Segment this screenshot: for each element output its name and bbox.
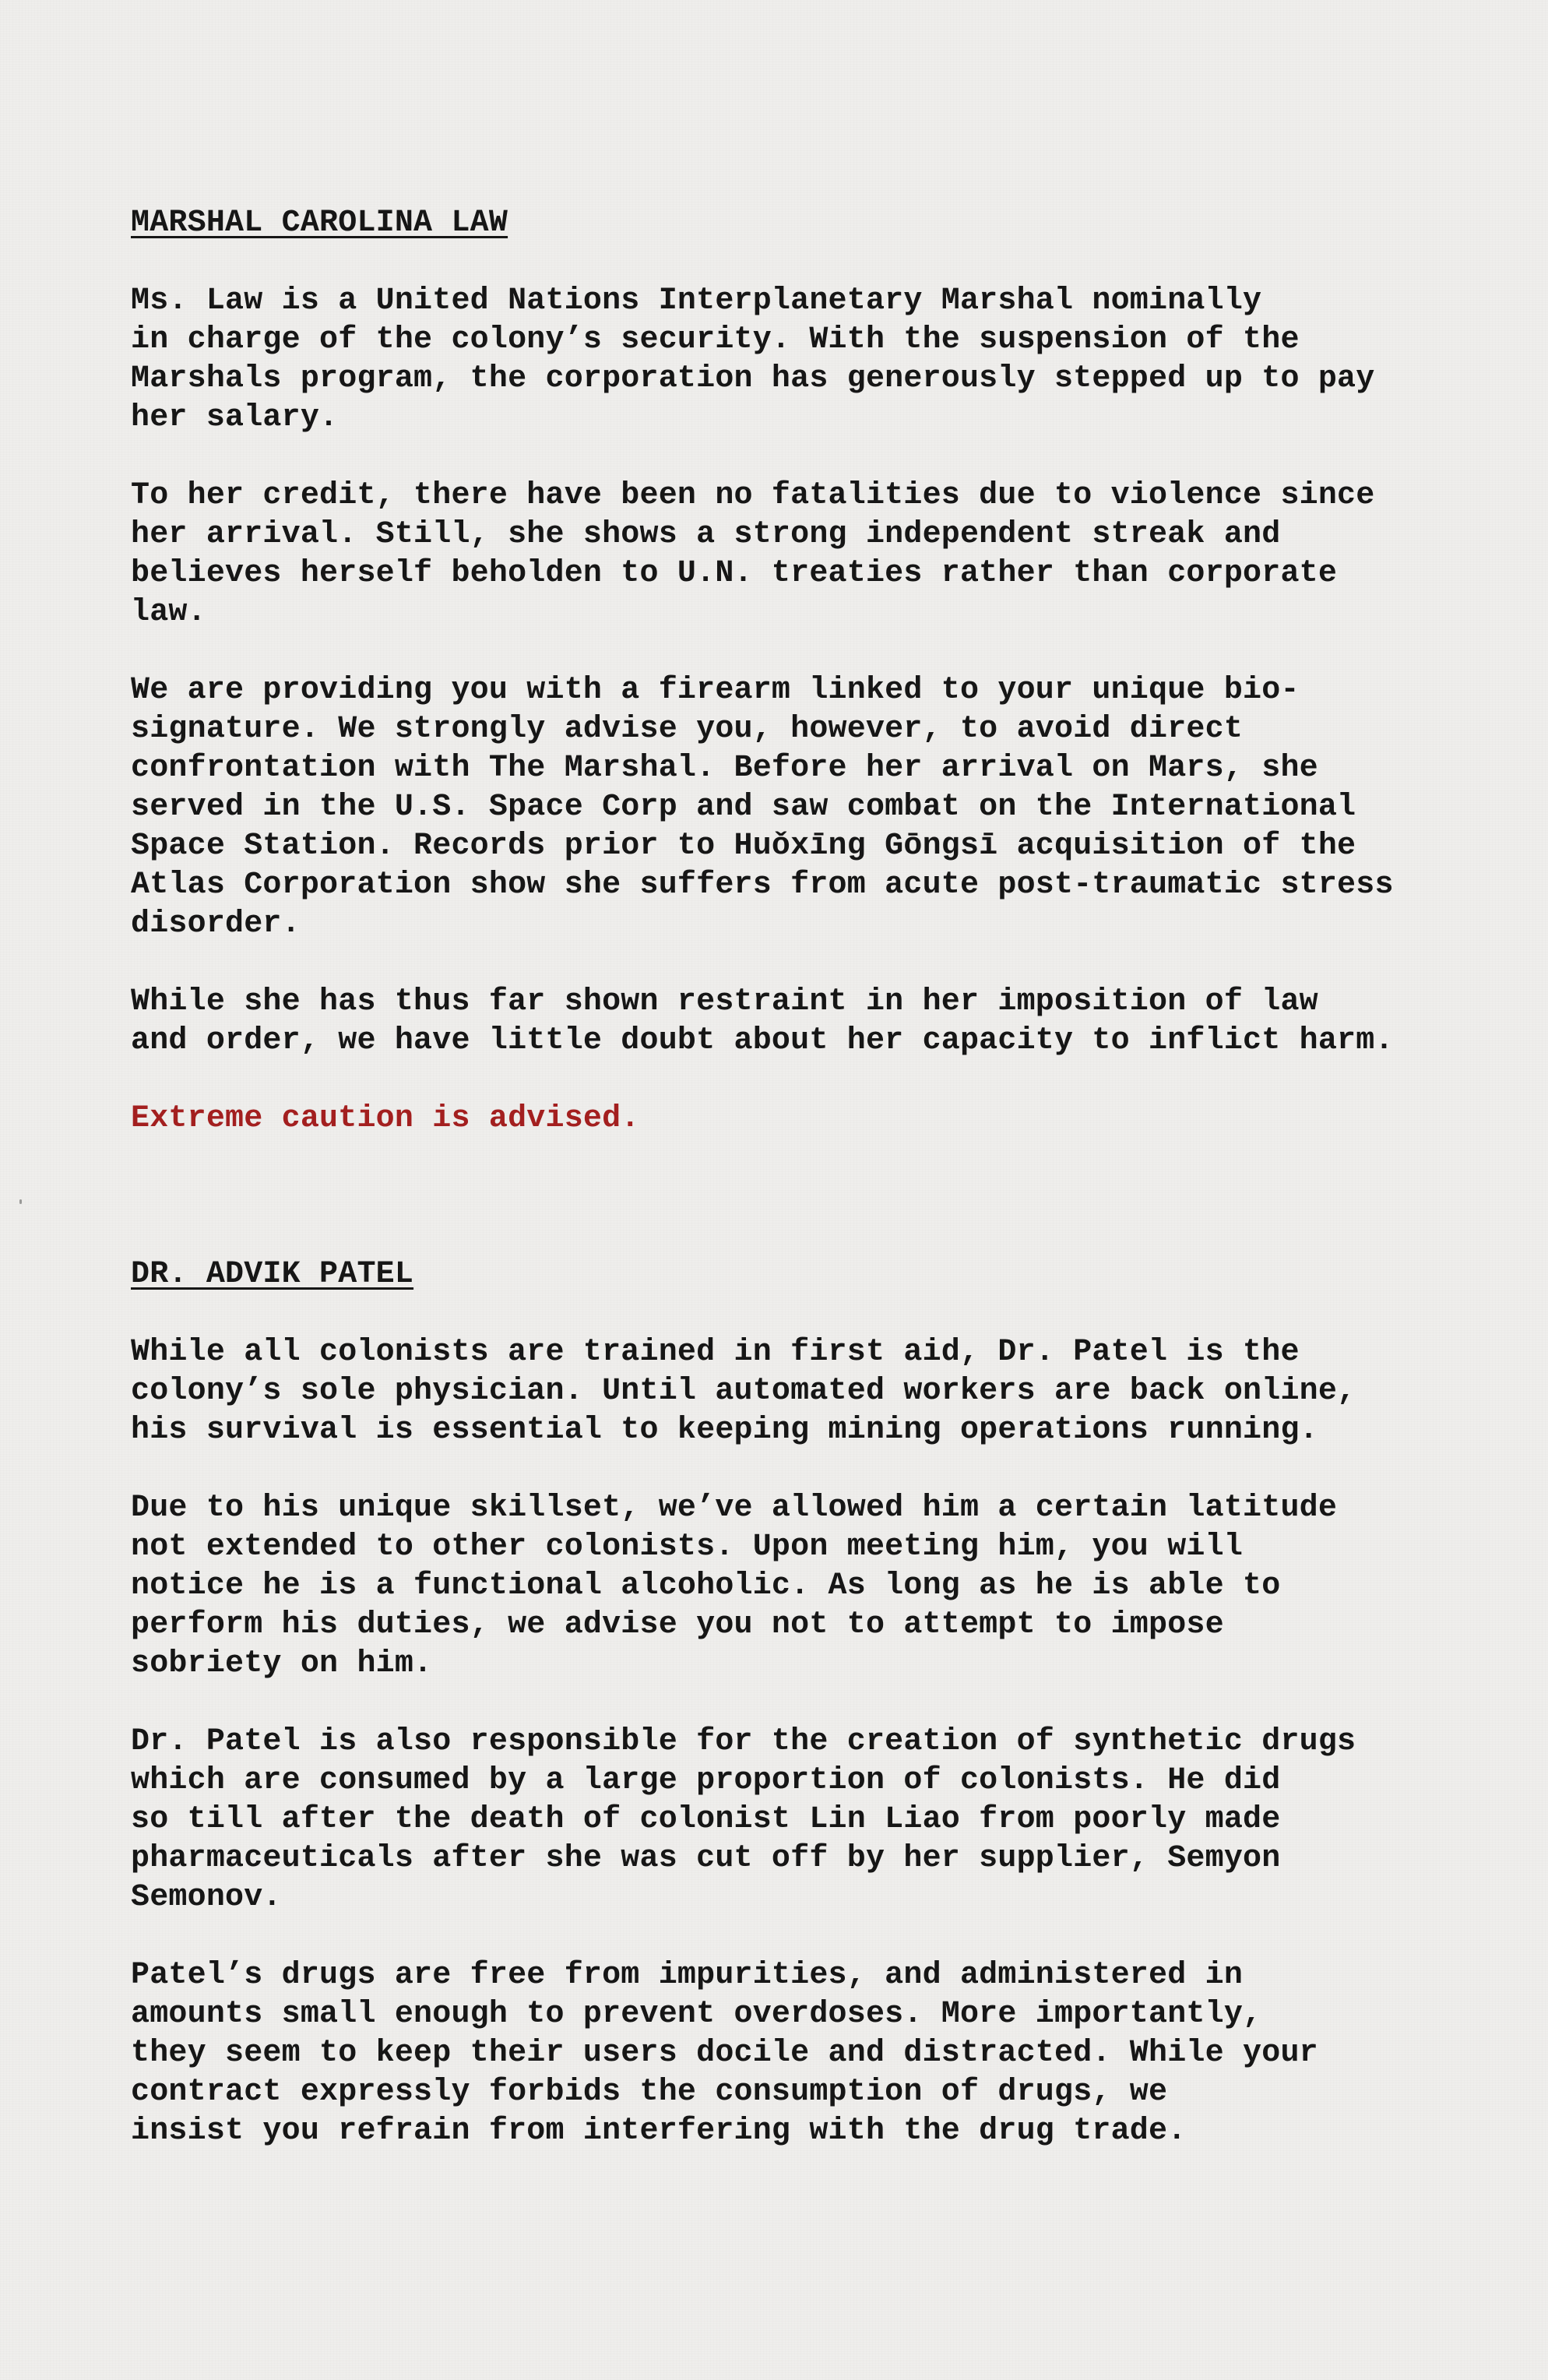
section-heading: DR. ADVIK PATEL	[131, 1257, 414, 1292]
paragraph: While she has thus far shown restraint in her imposition of law and order, we have little doubt about her capacity to inflict harm.	[131, 984, 1394, 1058]
section-divider-space	[131, 1178, 1470, 1255]
paper-speck	[19, 1199, 22, 1204]
paragraph: Ms. Law is a United Nations Interplanetary Marshal nominally in charge of the colony’s security. With the suspension of the Marshals program, the corporation has generously stepped up to pay her salary.	[131, 283, 1375, 435]
paragraph: We are providing you with a firearm linked to your unique bio- signature. We strongly advise you, however, to avoid direct confrontation with The Marshal. Before her arrival on Mars, she served in the U.S. Space Corp and saw combat on the International Space Station. Records prior to Huǒxīng Gōngsī acquisition of the Atlas Corporation show she suffers from acute post-traumatic stress disorder.	[131, 673, 1394, 942]
paragraph: Patel’s drugs are free from impurities, and administered in amounts small enough to prevent overdoses. More importantly, they seem to keep their users docile and distracted. While your contract expressly forbids the consumption of drugs, we insist you refrain from interfering with the drug trade.	[131, 1958, 1318, 2149]
section-dr-patel	[131, 1255, 1470, 2151]
section-marshal-law	[131, 204, 1470, 1139]
dossier-page	[131, 204, 1470, 2190]
paragraph: While all colonists are trained in first aid, Dr. Patel is the colony’s sole physician. Until automated workers are back online, his survival is essential to keeping mining operations running.	[131, 1335, 1356, 1448]
section-heading: MARSHAL CAROLINA LAW	[131, 206, 508, 241]
caution-warning: Extreme caution is advised.	[131, 1101, 640, 1136]
paragraph: Due to his unique skillset, we’ve allowed him a certain latitude not extended to other colonists. Upon meeting him, you will notice he is a functional alcoholic. As long as he is able to perform his duties, we advise you not to attempt to impose sobriety on him.	[131, 1491, 1338, 1681]
paragraph: Dr. Patel is also responsible for the creation of synthetic drugs which are consumed by a large proportion of colonists. He did so till after the death of colonist Lin Liao from poorly made pharmaceuticals after she was cut off by her supplier, Semyon Semonov.	[131, 1724, 1356, 1915]
paragraph: To her credit, there have been no fatalities due to violence since her arrival. Still, she shows a strong independent streak and believes herself beholden to U.N. treaties rather than corporate law.	[131, 478, 1375, 630]
